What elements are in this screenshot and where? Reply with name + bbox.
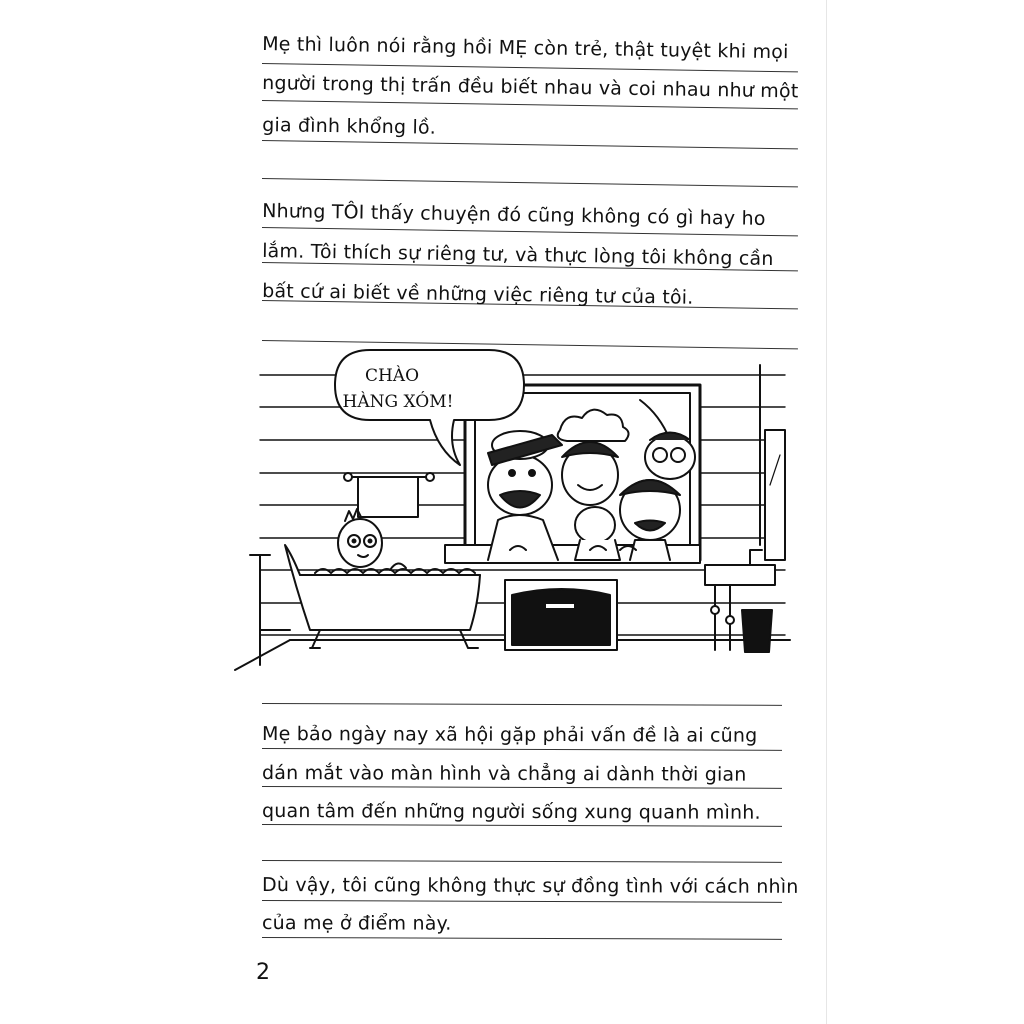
speech-bubble-line-2: HÀNG XÓM!	[342, 392, 454, 412]
ruled-line	[262, 900, 782, 903]
ruled-line	[262, 786, 782, 789]
paragraph-3-line-2: dán mắt vào màn hình và chẳng ai dành thời gian	[262, 762, 747, 786]
ruled-line	[262, 824, 782, 827]
paragraph-1-line-3: gia đình khổng lồ.	[262, 114, 437, 139]
paragraph-2-line-1: Nhưng TÔI thấy chuyện đó cũng không có gì hay ho	[262, 200, 766, 230]
paragraph-3-line-3: quan tâm đến những người sống xung quanh mình.	[262, 800, 761, 824]
paragraph-4-line-2: của mẹ ở điểm này.	[262, 912, 452, 935]
paragraph-1-line-2: người trong thị trấn đều biết nhau và coi nhau như một	[262, 72, 799, 103]
speech-bubble-line-1: CHÀO	[364, 366, 420, 386]
ruled-line	[262, 860, 782, 863]
paragraph-3-line-1: Mẹ bảo ngày nay xã hội gặp phải vấn đề là ai cũng	[262, 723, 758, 747]
ruled-line	[262, 63, 798, 72]
paragraph-4-line-1: Dù vậy, tôi cũng không thực sự đồng tình với cách nhìn	[262, 874, 799, 898]
ruled-line	[262, 140, 798, 149]
ruled-line	[262, 703, 782, 706]
paragraph-2-line-2: lắm. Tôi thích sự riêng tư, và thực lòng tôi không cần	[262, 240, 774, 271]
bathroom-neighbors-illustration	[230, 345, 795, 675]
ruled-line	[262, 100, 798, 109]
paragraph-2-line-3: bất cứ ai biết về những việc riêng tư của tôi.	[262, 280, 694, 309]
page-edge-shadow	[826, 0, 827, 1024]
ruled-line	[262, 178, 798, 187]
page-number: 2	[256, 960, 270, 985]
ruled-line	[262, 937, 782, 940]
ruled-line	[262, 748, 782, 751]
paragraph-1-line-1: Mẹ thì luôn nói rằng hồi MẸ còn trẻ, thật tuyệt khi mọi	[262, 33, 789, 64]
